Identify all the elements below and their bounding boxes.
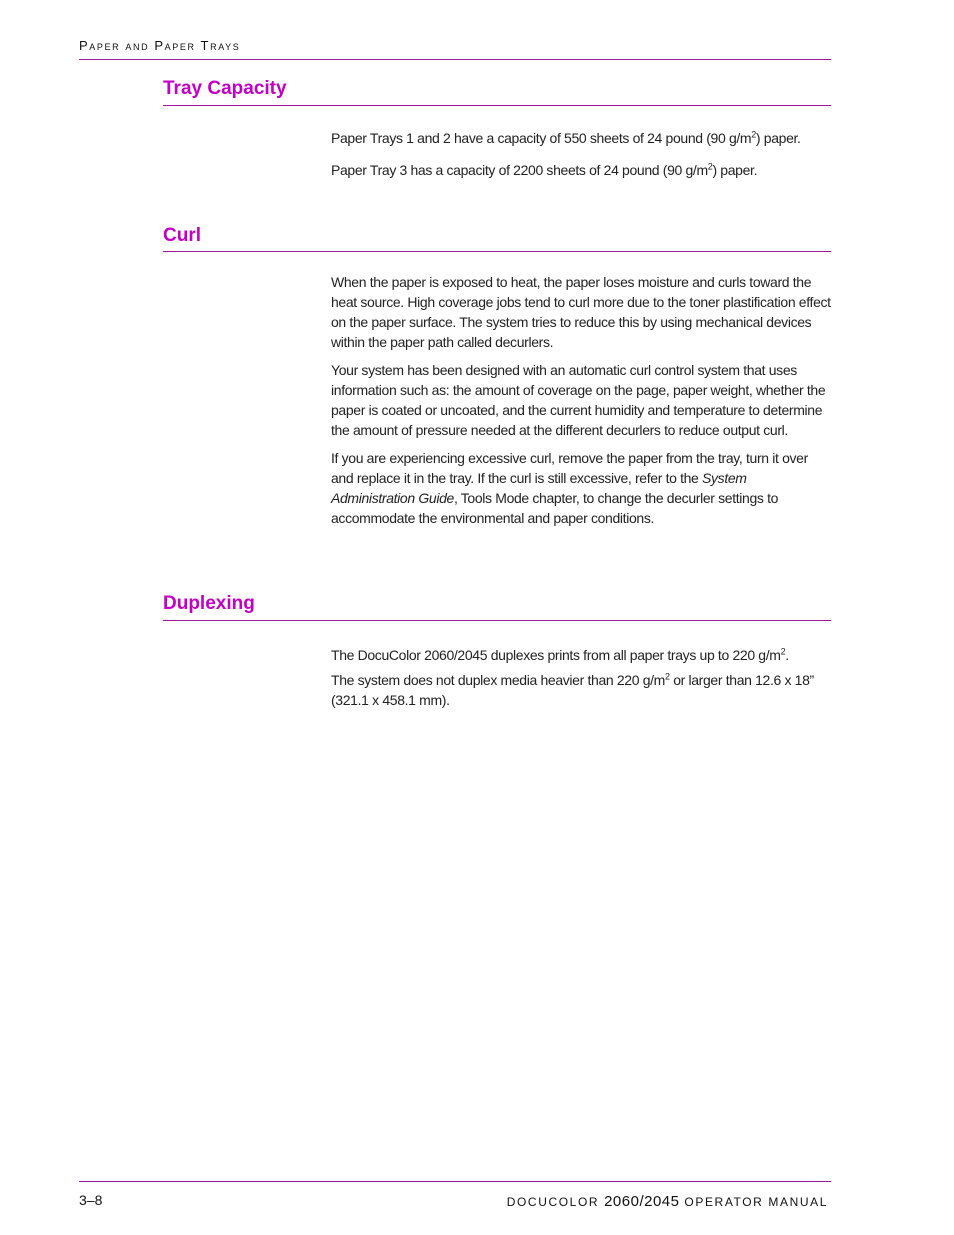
page-number: 3–8 bbox=[79, 1192, 103, 1208]
paragraph: The DocuColor 2060/2045 duplexes prints from all paper trays up to 220 $g/m^2$. bbox=[331, 646, 789, 663]
tray-capacity-body bbox=[331, 128, 831, 188]
paragraph: Paper Tray 3 has a capacity of 2200 sheets of 24 pound (90 $g/m^2$) paper. bbox=[331, 161, 758, 178]
paragraph: If you are experiencing excessive curl, remove the paper from the tray, turn it over and replace it in the tray. If the curl is still excessive, refer to the System Administration Guide, Tools Mode chapter, to change the decurler settings to accommodate the environmental and paper conditions. bbox=[331, 450, 808, 526]
section-title-curl: Curl bbox=[163, 225, 201, 246]
section-rule bbox=[163, 251, 831, 252]
section-rule bbox=[163, 620, 831, 621]
paragraph: The system does not duplex media heavier than 220 $g/m^2$ or larger than 12.6 x 18” (321.1 x 458.1 mm). bbox=[331, 671, 814, 708]
paragraph: When the paper is exposed to heat, the paper loses moisture and curls toward the heat source. High coverage jobs tend to curl more due to the toner plastification effect on the paper surface. The system tries to reduce this by using mechanical devices within the paper path called decurlers. bbox=[331, 274, 831, 350]
paragraph: Paper Trays 1 and 2 have a capacity of 550 sheets of 24 pound (90 $g/m^2$) paper. bbox=[331, 129, 801, 146]
section-title-tray-capacity: Tray Capacity bbox=[163, 78, 287, 99]
section-title-duplexing: Duplexing bbox=[163, 593, 255, 614]
section-rule bbox=[163, 105, 831, 106]
manual-title: DOCUCOLOR 2060/2045 OPERATOR MANUAL bbox=[506, 1193, 828, 1210]
header-rule bbox=[79, 59, 831, 60]
footer-rule bbox=[79, 1181, 831, 1182]
paragraph: Your system has been designed with an automatic curl control system that uses information such as: the amount of coverage on the page, paper weight, whether the paper is coated or uncoated, and the current humidity and temperature to determine the amount of pressure needed at the different decurlers to reduce output curl. bbox=[331, 362, 826, 438]
running-header: Paper and Paper Trays bbox=[79, 38, 241, 53]
curl-body bbox=[331, 272, 831, 536]
duplexing-body bbox=[331, 645, 831, 718]
